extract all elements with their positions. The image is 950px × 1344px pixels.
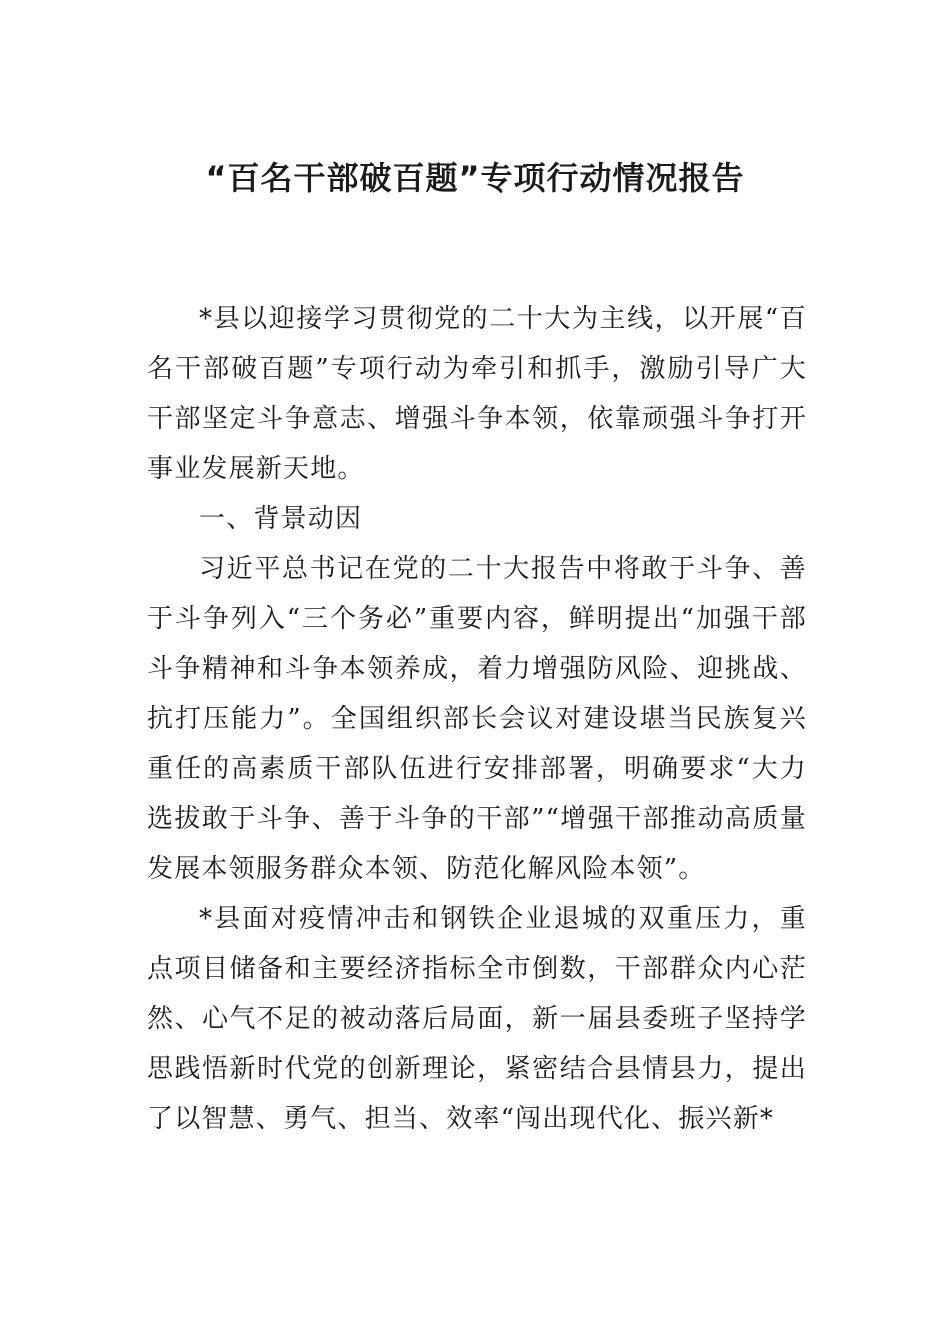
background-paragraph: 习近平总书记在党的二十大报告中将敢于斗争、善于斗争列入“三个务必”重要内容，鲜明提出“加强干部斗争精神和斗争本领养成，着力增强防风险、迎挑战、抗打压能力”。全国组织部长会议对建设堪当民族复兴重任的高素质干部队伍进行安排部署，明确要求“大力选拔敢于斗争、善于斗争的干部”“增强干部推动高质量发展本领服务群众本领、防范化解风险本领”。	[147, 554, 807, 884]
situation-paragraph: *县面对疫情冲击和钢铁企业退城的双重压力，重点项目储备和主要经济指标全市倒数，干部群众内心茫然、心气不足的被动落后局面，新一届县委班子坚持学思践悟新时代党的创新理论，紧密结合县情县力，提出了以智慧、勇气、担当、效率“闯出现代化、振兴新*	[147, 904, 807, 1134]
document-title: “百名干部破百题”专项行动情况报告	[205, 159, 745, 197]
intro-paragraph: *县以迎接学习贯彻党的二十大为主线，以开展“百名干部破百题”专项行动为牵引和抓手，激励引导广大干部坚定斗争意志、增强斗争本领，依靠顽强斗争打开事业发展新天地。	[147, 304, 807, 484]
document-body	[147, 294, 807, 1144]
section-heading: 一、背景动因	[199, 504, 363, 534]
